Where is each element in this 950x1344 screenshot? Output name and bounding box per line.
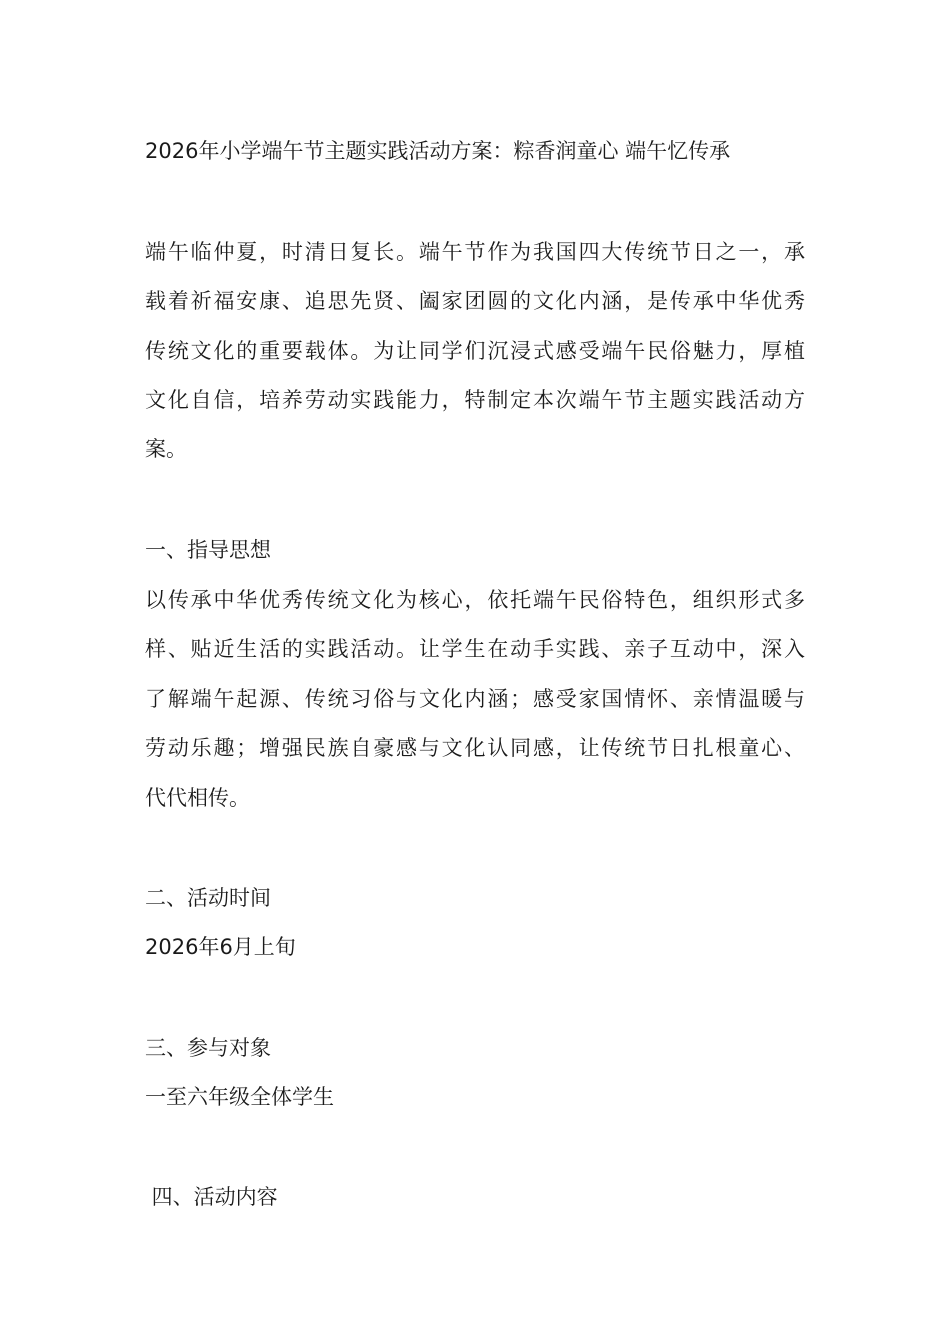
paragraph-line: 以传承中华优秀传统文化为核心，依托端午民俗特色，组织形式多 [145, 588, 805, 612]
section-heading: 一、指导思想 [145, 538, 271, 562]
paragraph-line: 案。 [145, 437, 187, 461]
section-heading: 四、活动内容 [145, 1185, 278, 1209]
paragraph-line: 文化自信，培养劳动实践能力，特制定本次端午节主题实践活动方 [145, 388, 805, 412]
section-text: 一至六年级全体学生 [145, 1085, 334, 1109]
document-title: 2026年小学端午节主题实践活动方案：粽香润童心 端午忆传承 [145, 139, 731, 163]
paragraph-line: 劳动乐趣；增强民族自豪感与文化认同感，让传统节日扎根童心、 [145, 736, 805, 760]
section-heading: 二、活动时间 [145, 886, 271, 910]
paragraph-line: 传统文化的重要载体。为让同学们沉浸式感受端午民俗魅力，厚植 [145, 339, 805, 363]
paragraph-line: 样、贴近生活的实践活动。让学生在动手实践、亲子互动中，深入 [145, 637, 805, 661]
paragraph-line: 了解端午起源、传统习俗与文化内涵；感受家国情怀、亲情温暖与 [145, 687, 805, 711]
section-heading: 三、参与对象 [145, 1036, 271, 1060]
paragraph-line: 代代相传。 [145, 786, 250, 810]
paragraph-line: 端午临仲夏，时清日复长。端午节作为我国四大传统节日之一，承 [145, 240, 805, 264]
paragraph-line: 载着祈福安康、追思先贤、阖家团圆的文化内涵，是传承中华优秀 [145, 289, 805, 313]
section-text: 2026年6月上旬 [145, 935, 296, 959]
